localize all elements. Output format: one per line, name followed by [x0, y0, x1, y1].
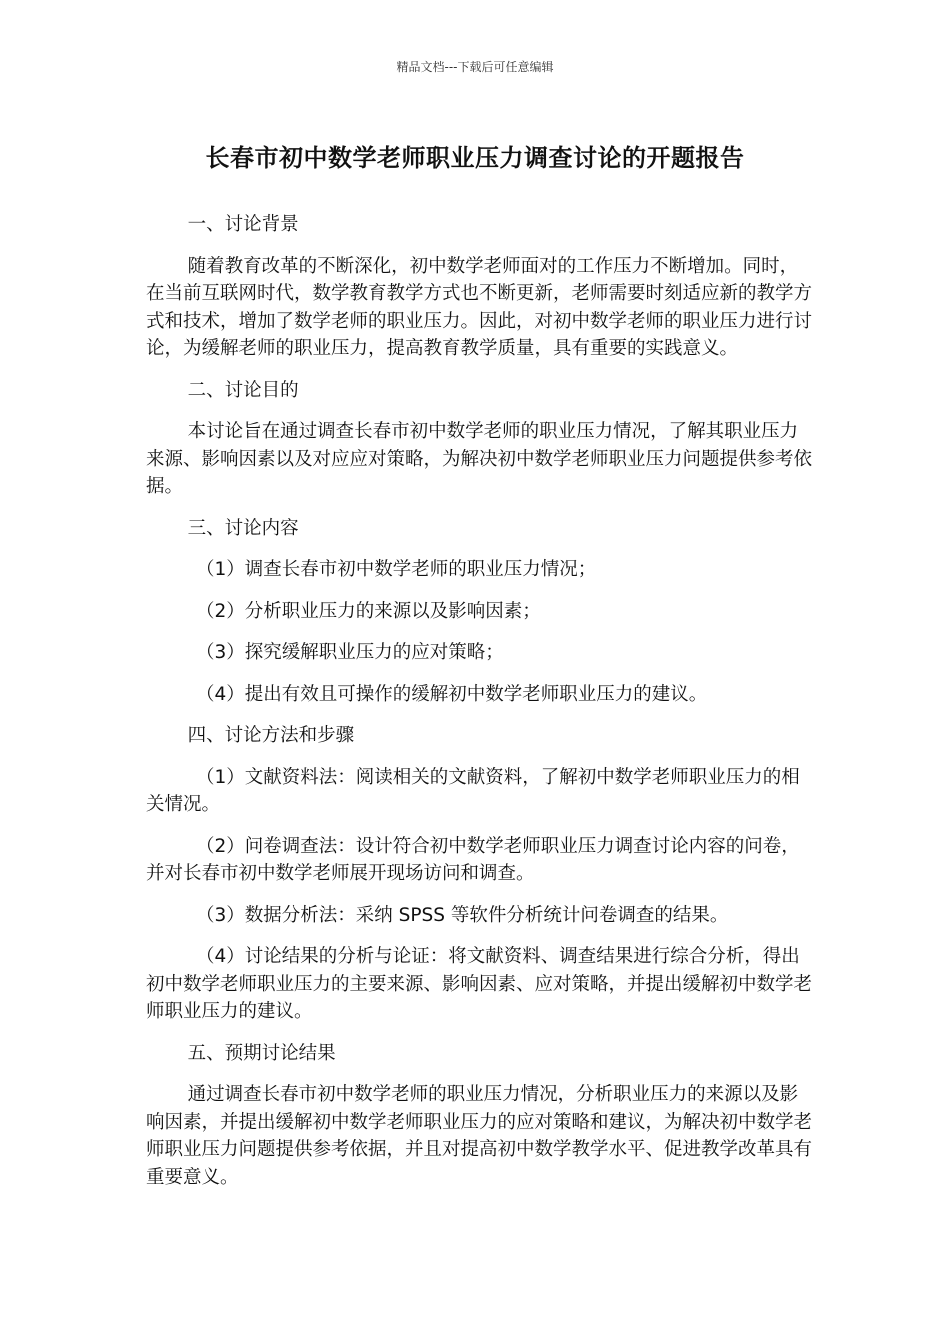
section-heading-methods: 四、讨论方法和步骤 [187, 725, 355, 746]
section-paragraph-expected-results: 通过调查长春市初中数学老师的职业压力情况，分析职业压力的来源以及影响因素，并提出缓解初中数学老师职业压力的应对策略和建议，为解决初中数学老师职业压力问题提供参考依据，并且对提高初中数学教学水平、促进教学改革具有重要意义。 [146, 1084, 813, 1188]
page-header-note: 精品文档---下载后可任意编辑 [396, 60, 554, 74]
method-list-item: （4）讨论结果的分析与论证：将文献资料、调查结果进行综合分析，得出初中数学老师职业压力的主要来源、影响因素、应对策略，并提出缓解初中数学老师职业压力的建议。 [146, 946, 813, 1022]
method-list-item: （1）文献资料法：阅读相关的文献资料，了解初中数学老师职业压力的相关情况。 [146, 766, 800, 815]
content-list-item: （4）提出有效且可操作的缓解初中数学老师职业压力的建议。 [196, 683, 708, 705]
section-heading-purpose: 二、讨论目的 [187, 379, 299, 401]
section-paragraph-purpose: 本讨论旨在通过调查长春市初中数学老师的职业压力情况，了解其职业压力来源、影响因素以及对应应对策略，为解决初中数学老师职业压力问题提供参考依据。 [146, 421, 813, 497]
content-list-item: （1）调查长春市初中数学老师的职业压力情况； [196, 559, 597, 580]
document-title: 长春市初中数学老师职业压力调查讨论的开题报告 [205, 144, 745, 172]
content-list-item: （3）探究缓解职业压力的应对策略； [196, 642, 504, 663]
section-heading-content: 三、讨论内容 [187, 517, 299, 539]
section-paragraph-background: 随着教育改革的不断深化，初中数学老师面对的工作压力不断增加。同时，在当前互联网时代，数学教育教学方式也不断更新，老师需要时刻适应新的教学方式和技术，增加了数学老师的职业压力。因此，对初中数学老师的职业压力进行讨论，为缓解老师的职业压力，提高教育教学质量，具有重要的实践意义。 [146, 255, 813, 359]
section-heading-background: 一、讨论背景 [187, 214, 299, 235]
document-body [146, 211, 814, 1205]
method-list-item: （2）问卷调查法：设计符合初中数学老师职业压力调查讨论内容的问卷，并对长春市初中数学老师展开现场访问和调查。 [146, 835, 800, 884]
content-list-item: （2）分析职业压力的来源以及影响因素； [196, 600, 541, 622]
section-heading-expected-results: 五、预期讨论结果 [187, 1042, 336, 1064]
method-list-item: （3）数据分析法：采纳 SPSS 等软件分析统计问卷调查的结果。 [196, 904, 729, 926]
